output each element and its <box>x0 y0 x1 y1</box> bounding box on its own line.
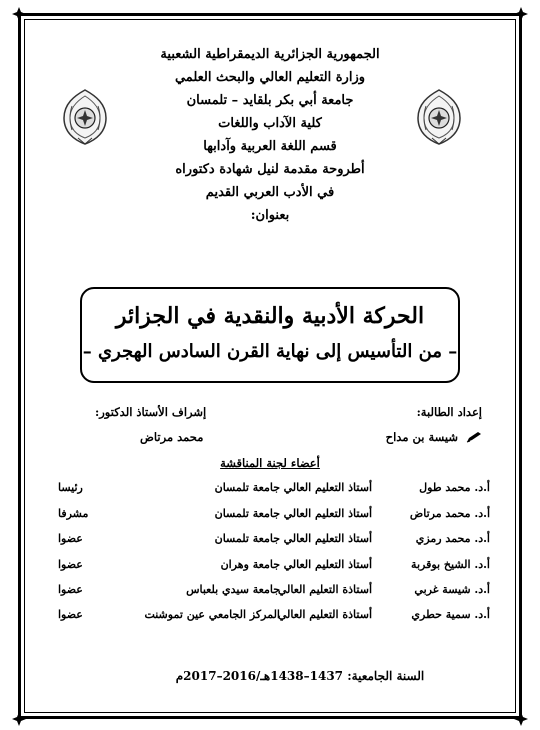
department-name: قسم اللغة العربية وآدابها <box>203 139 337 154</box>
corner-ornament-icon <box>514 7 528 21</box>
member-role: عضوا <box>58 583 83 596</box>
committee-member-row <box>58 507 490 529</box>
member-university: جامعة وهران <box>220 558 280 571</box>
member-university: جامعة سيدي بلعباس <box>186 583 280 596</box>
academic-year <box>150 669 450 683</box>
member-name: أ.د. سمية حطري <box>411 608 490 621</box>
ministry-name: وزارة التعليم العالي والبحث العلمي <box>174 70 366 85</box>
thesis-subtitle: – من التأسيس إلى نهاية القرن السادس الهجري – <box>82 341 458 362</box>
member-role: رئيسا <box>58 481 83 494</box>
thesis-type: أطروحة مقدمة لنيل شهادة دكتوراه <box>175 162 365 177</box>
member-role: عضوا <box>58 608 83 621</box>
member-rank: أستاذ التعليم العالي <box>283 532 372 545</box>
student-entry <box>386 430 482 446</box>
header-block <box>0 43 540 227</box>
member-name: أ.د. الشيخ بوقربة <box>411 558 490 571</box>
title-label: بعنوان: <box>250 208 290 223</box>
member-role: عضوا <box>58 558 83 571</box>
member-university: جامعة تلمسان <box>214 507 280 520</box>
member-rank: أستاذة التعليم العالي <box>277 583 372 596</box>
thesis-title: الحركة الأدبية والنقدية في الجزائر <box>115 303 425 329</box>
supervisor-name: محمد مرتاض <box>140 430 204 444</box>
member-name: أ.د. محمد طول <box>419 481 490 494</box>
faculty-name: كلية الآداب واللغات <box>218 116 322 131</box>
committee-heading: أعضاء لجنة المناقشة <box>220 456 320 470</box>
academic-year-label: السنة الجامعية: <box>347 669 425 683</box>
prepared-by-label: إعداد الطالبة: <box>416 405 482 419</box>
member-rank: أستاذ التعليم العالي <box>283 481 372 494</box>
republic-name: الجمهورية الجزائرية الديمقراطية الشعبية <box>160 47 380 62</box>
corner-ornament-icon <box>514 712 528 726</box>
committee-member-row <box>58 532 490 554</box>
member-name: أ.د. محمد رمزي <box>415 532 490 545</box>
student-name: شيسة بن مداح <box>385 430 458 444</box>
member-rank: أستاذ التعليم العالي <box>283 558 372 571</box>
academic-year-value: 1437–1438هـ/2016–2017م <box>175 669 344 683</box>
committee-member-row <box>58 558 490 580</box>
member-name: أ.د. شيسة غربي <box>414 583 490 596</box>
member-rank: أستاذ التعليم العالي <box>283 507 372 520</box>
thesis-field: في الأدب العربي القديم <box>205 185 335 200</box>
member-name: أ.د. محمد مرتاض <box>409 507 490 520</box>
member-role: عضوا <box>58 532 83 545</box>
pen-icon <box>466 431 482 446</box>
member-university: جامعة تلمسان <box>214 532 280 545</box>
corner-ornament-icon <box>12 7 26 21</box>
member-university: المركز الجامعي عين تموشنت <box>144 608 280 621</box>
member-rank: أستاذة التعليم العالي <box>277 608 372 621</box>
thesis-title-box <box>80 287 460 383</box>
university-name: جامعة أبي بكر بلقايد – تلمسان <box>186 93 354 108</box>
member-university: جامعة تلمسان <box>214 481 280 494</box>
supervisor-label: إشراف الأستاذ الدكتور: <box>95 405 207 419</box>
committee-member-row <box>58 481 490 503</box>
member-role: مشرفا <box>58 507 89 520</box>
corner-ornament-icon <box>12 712 26 726</box>
committee-member-row <box>58 583 490 605</box>
committee-member-row <box>58 608 490 630</box>
